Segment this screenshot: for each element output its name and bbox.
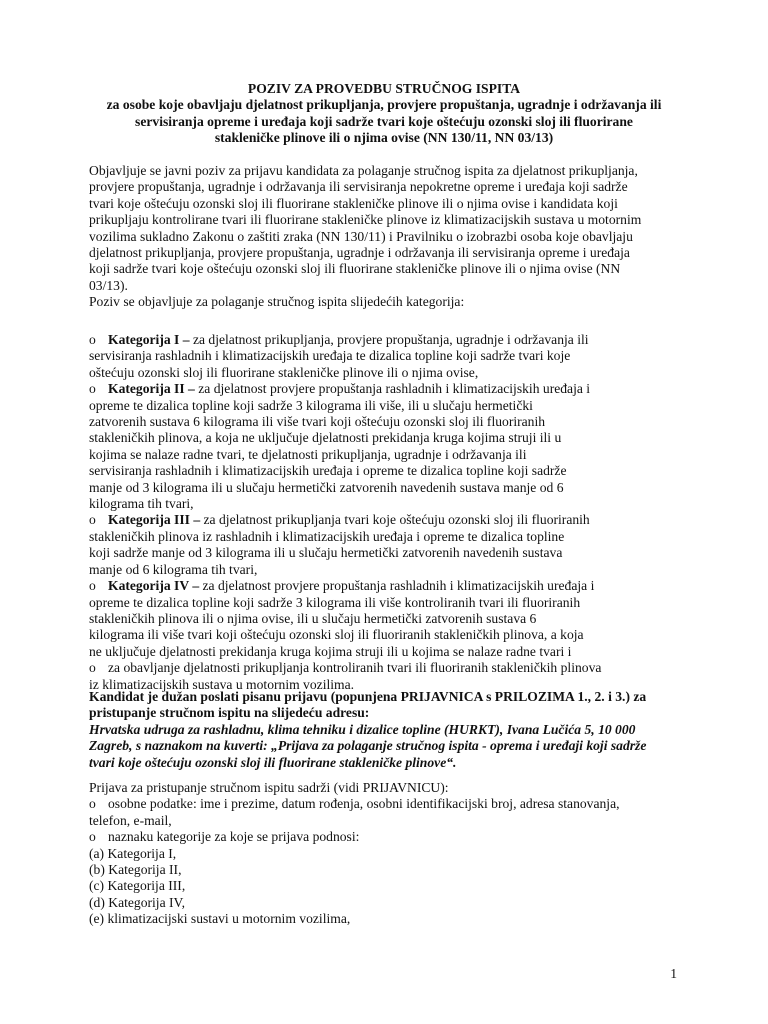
text-line: tvari koje oštećuju ozonski sloj ili fluorirane stakleničke plinove ili o njima ovise i kandidata koji xyxy=(89,195,618,211)
text-line: prikupljaju kontrolirane tvari ili fluorirane stakleničke plinove iz klimatizacijskih sustava u motornim xyxy=(89,212,642,228)
category-list xyxy=(89,332,601,693)
text-line: servisiranja rashladnih i klimatizacijskih uređaja te dizalica topline koji sadrže tvari koje xyxy=(89,348,571,364)
text-line: stakleničkih plinova iz rashladnih i klimatizacijskih uređaja i opreme te dizalica topline xyxy=(89,528,565,544)
text-line: stakleničkih plinova ili o njima ovise, ili u slučaju hermetički zatvorenih sustava 6 xyxy=(89,610,537,626)
option-line: (b) Kategorija II, xyxy=(89,862,182,878)
category-vehicles-item xyxy=(89,660,601,676)
text-line: iz klimatizacijskih sustava u motornim vozilima. xyxy=(89,676,355,692)
text-line: ne uključuje djelatnosti prekidanja kruga kojima struji ili u kojima se nalaze radne tvari i xyxy=(89,643,572,659)
text-line: zatvorenih sustava 6 kilograma ili više tvari koji oštećuju ozonski sloj ili fluoriranih xyxy=(89,414,546,430)
text-line: oštećuju ozonski sloj ili fluorirane stakleničke plinove ili o njima ovise, xyxy=(89,364,479,380)
bullet: o xyxy=(89,829,96,845)
category-note-item xyxy=(89,829,620,845)
address-line: Hrvatska udruga za rashladnu, klima tehniku i dizalice topline (HURKT), Ivana Lučića 5, 10 000 xyxy=(89,721,636,737)
text-line: manje od 3 kilograma ili u slučaju hermetički zatvorenih navedenih sustava manje od 6 xyxy=(89,479,564,495)
title-line: POZIV ZA PROVEDBU STRUČNOG ISPITA xyxy=(247,81,521,96)
application-contents xyxy=(89,780,620,928)
text-line: koji sadrže manje od 3 kilograma ili u slučaju hermetički zatvorenih navedenih sustava xyxy=(89,545,563,561)
text-line: kilograma tih tvari, xyxy=(89,496,194,512)
category-2-item xyxy=(89,381,601,397)
address-line: Zagreb, s naznakom na kuverti: „Prijava za polaganje stručnog ispita - oprema i uređaji koji sadrže xyxy=(89,738,647,754)
text-line: pristupanje stručnom ispitu na slijedeću adresu: xyxy=(89,705,370,721)
text-line: provjere propuštanja, ugradnje i održavanja ili servisiranja nepokretne opreme i uređaja koji sadrže xyxy=(89,179,628,195)
option-line: (d) Kategorija IV, xyxy=(89,894,186,910)
option-line: (e) klimatizacijski sustavi u motornim vozilima, xyxy=(89,911,351,927)
application-paragraph xyxy=(89,689,646,771)
category-text: za djelatnost prikupljanja tvari koje oštećuju ozonski sloj ili fluoriranih xyxy=(200,512,590,528)
category-text: za obavljanje djelatnosti prikupljanja kontroliranih tvari ili fluoriranih stakleničkih plinova xyxy=(108,660,602,676)
text-line: djelatnost prikupljanja, provjere propuštanja, ugradnje i održavanja ili servisiranja opreme i uređaja xyxy=(89,245,630,261)
document-title xyxy=(60,81,708,147)
bullet: o xyxy=(89,660,96,676)
option-line: (a) Kategorija I, xyxy=(89,845,177,861)
text-line: Kandidat je dužan poslati pisanu prijavu (popunjena PRIJAVNICA s PRILOZIMA 1., 2. i 3.) za xyxy=(89,689,647,704)
text-line: Prijava za pristupanje stručnom ispitu sadrži (vidi PRIJAVNICU): xyxy=(89,780,449,795)
categories-intro xyxy=(89,294,464,310)
category-4-item xyxy=(89,578,601,594)
text-line: opreme te dizalica topline koji sadrže 3 kilograma ili više kontroliranih tvari ili fluoriranih xyxy=(89,594,581,610)
text-line: manje od 6 kilograma tih tvari, xyxy=(89,561,258,577)
text-line: kilograma ili više tvari koji oštećuju ozonski sloj ili fluoriranih stakleničkih plinova, a koja xyxy=(89,627,584,643)
address-line: tvari koje oštećuju ozonski sloj ili fluorirane stakleničke plinove“. xyxy=(89,754,457,770)
personal-data-item xyxy=(89,796,620,812)
text-line: Objavljuje se javni poziv za prijavu kandidata za polaganje stručnog ispita za djelatnost prikupljanja, xyxy=(89,163,638,178)
title-line: servisiranja opreme i uređaja koji sadrže tvari koje oštećuju ozonski sloj ili fluorirane xyxy=(135,113,633,129)
category-3-item xyxy=(89,512,601,528)
text-line: opreme te dizalica topline koji sadrže 3 kilograma ili više, ili u slučaju hermetički xyxy=(89,397,533,413)
bullet: o xyxy=(89,512,96,528)
page-number: 1 xyxy=(670,966,677,981)
option-line: (c) Kategorija III, xyxy=(89,878,186,894)
title-line: stakleničke plinove ili o njima ovise (NN 130/11, NN 03/13) xyxy=(214,130,554,146)
category-text: za djelatnost provjere propuštanja rashladnih i klimatizacijskih uređaja i xyxy=(199,578,595,594)
text-line: servisiranja rashladnih i klimatizacijskih uređaja i opreme te dizalica topline koji sadrže xyxy=(89,463,567,479)
bullet: o xyxy=(89,796,96,812)
category-label: Kategorija I – xyxy=(108,332,190,347)
text-line: stakleničkih plinova, a koja ne uključuje djelatnosti prekidanja kruga kojima struji ili u xyxy=(89,430,562,446)
item-text: osobne podatke: ime i prezime, datum rođenja, osobni identifikacijski broj, adresa stanovanja, xyxy=(108,796,620,812)
title-line: za osobe koje obavljaju djelatnost prikupljanja, provjere propuštanja, ugradnje i održavanja ili xyxy=(106,97,662,113)
text-line: telefon, e-mail, xyxy=(89,812,172,828)
category-label: Kategorija III – xyxy=(108,512,201,528)
category-text: za djelatnost prikupljanja, provjere propuštanja, ugradnje i održavanja ili xyxy=(189,332,589,347)
category-text: za djelatnost provjere propuštanja rashladnih i klimatizacijskih uređaja i xyxy=(194,381,591,397)
bullet: o xyxy=(89,381,96,397)
category-label: Kategorija IV – xyxy=(108,578,200,594)
text-line: vozilima sukladno Zakonu o zaštiti zraka (NN 130/11) i Pravilniku o izobrazbi osoba koje obavljaju xyxy=(89,228,633,244)
text-line: 03/13). xyxy=(89,277,128,293)
bullet: o xyxy=(89,578,96,594)
item-text: naznaku kategorije za koje se prijava podnosi: xyxy=(108,829,360,845)
text-line: kojima se nalaze radne tvari, te djelatnosti prikupljanja, ugradnje i održavanja ili xyxy=(89,446,527,462)
category-1-item xyxy=(89,332,601,348)
category-label: Kategorija II – xyxy=(108,381,195,397)
text-line: Poziv se objavljuje za polaganje stručnog ispita slijedećih kategorija: xyxy=(89,294,465,309)
text-line: koji sadrže tvari koje oštećuju ozonski sloj ili fluorirane stakleničke plinove ili o njima ovise (NN xyxy=(89,261,621,277)
bullet: o xyxy=(89,332,96,347)
intro-paragraph xyxy=(89,163,641,294)
